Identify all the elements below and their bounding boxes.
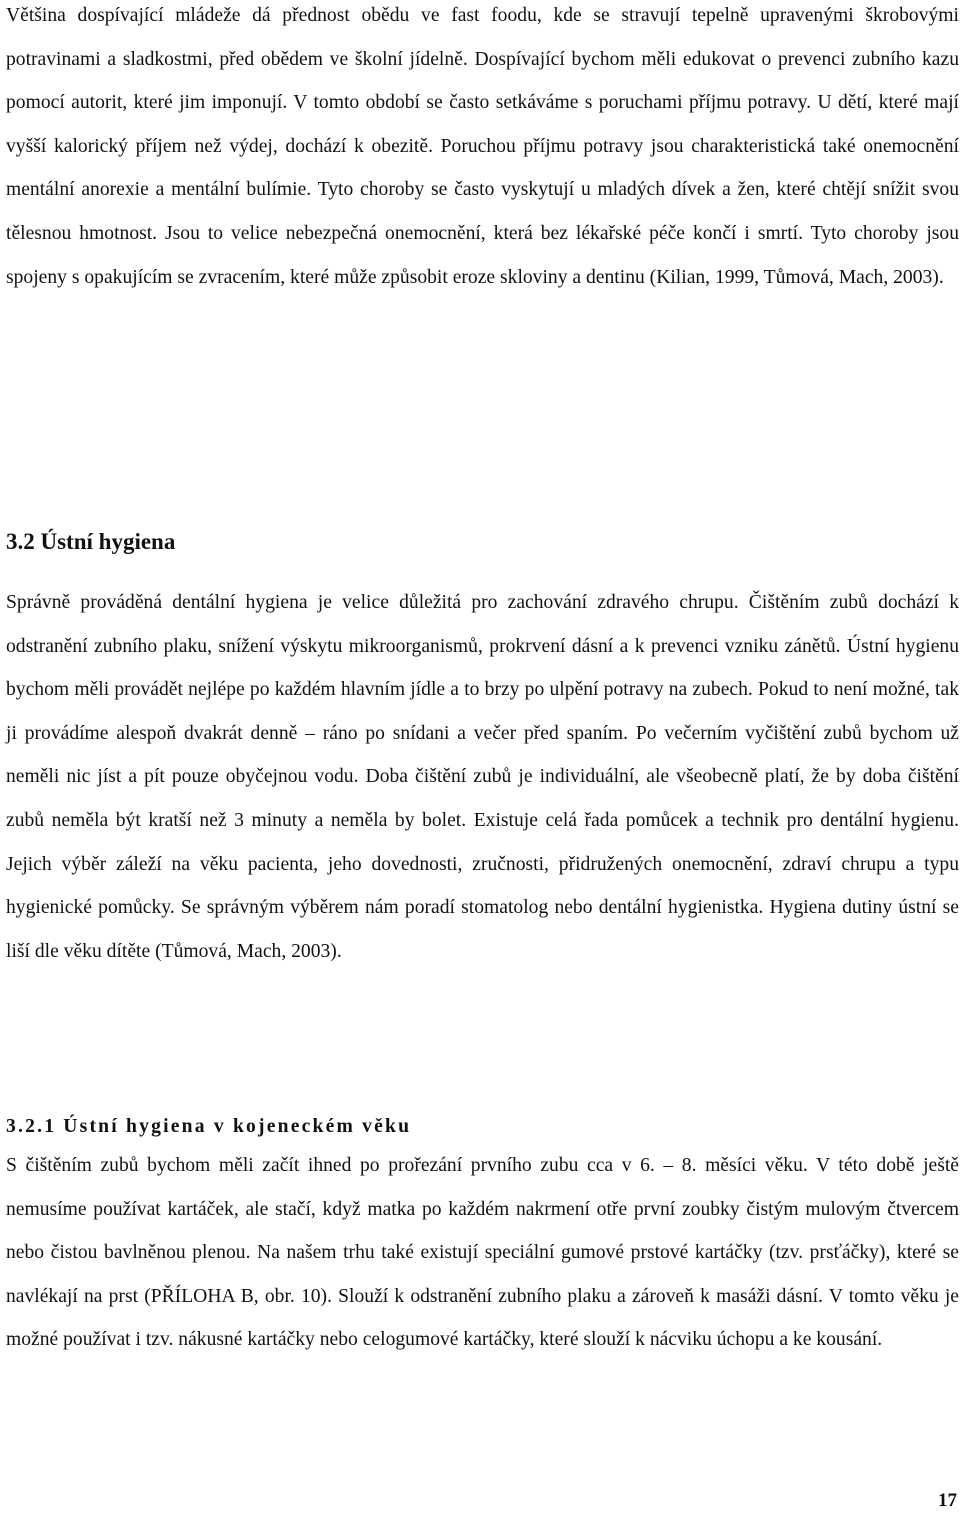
body-paragraph: Správně prováděná dentální hygiena je velice důležitá pro zachování zdravého chrupu. Čištěním zubů dochází k odstranění zubního plaku, snížení výskytu mikroorganismů, prokrvení dásní a k prevenci vzniku zánětů. Ústní hygienu bychom měli provádět nejlépe po každém hlavním jídle a to brzy po ulpění potravy na zubech. Pokud to není možné, tak ji provádíme alespoň dvakrát denně – ráno po snídani a večer před spaním. Po večerním vyčištění zubů bychom už neměli nic jíst a pít pouze obyčejnou vodu. Doba čištění zubů je individuální, ale všeobecně platí, že by doba čištění zubů neměla být kratší než 3 minuty a neměla by bolet. Existuje celá řada pomůcek a technik pro dentální hygienu. Jejich výběr záleží na věku pacienta, jeho dovednosti, zručnosti, přidružených onemocnění, zdraví chrupu a typu hygienické pomůcky. Se správným výběrem nám poradí stomatolog nebo dentální hygienistka. Hygiena dutiny ústní se liší dle věku dítěte (Tůmová, Mach, 2003).: [6, 592, 959, 962]
section-heading: 3.2 Ústní hygiena: [6, 529, 176, 554]
page-number: 17: [938, 1490, 957, 1511]
subsection-heading: 3.2.1 Ústní hygiena v kojeneckém věku: [6, 1116, 412, 1137]
document-page: [6, 0, 959, 1515]
body-paragraph: Většina dospívající mládeže dá přednost obědu ve fast foodu, kde se stravují tepelně upravenými škrobovými potravinami a sladkostmi, před obědem ve školní jídelně. Dospívající bychom měli edukovat o prevenci zubního kazu pomocí autorit, které jim imponují. V tomto období se často setkáváme s poruchami příjmu potravy. U dětí, které mají vyšší kalorický příjem než výdej, dochází k obezitě. Poruchou příjmu potravy jsou charakteristická také onemocnění mentální anorexie a mentální bulímie. Tyto choroby se často vyskytují u mladých dívek a žen, které chtějí snížit svou tělesnou hmotnost. Jsou to velice nebezpečná onemocnění, která bez lékařské péče končí i smrtí. Tyto choroby jsou spojeny s opakujícím se zvracením, které může způsobit eroze skloviny a dentinu (Kilian, 1999, Tůmová, Mach, 2003).: [6, 5, 959, 288]
body-paragraph: S čištěním zubů bychom měli začít ihned po prořezání prvního zubu cca v 6. – 8. měsíci věku. V této době ještě nemusíme používat kartáček, ale stačí, když matka po každém nakrmení otře první zoubky čistým mulovým čtvercem nebo čistou bavlněnou plenou. Na našem trhu také existují speciální gumové prstové kartáčky (tzv. prsťáčky), které se navlékají na prst (PŘÍLOHA B, obr. 10). Slouží k odstranění zubního plaku a zároveň k masáži dásní. V tomto věku je možné používat i tzv. nákusné kartáčky nebo celogumové kartáčky, které slouží k nácviku úchopu a ke kousání.: [6, 1155, 959, 1351]
